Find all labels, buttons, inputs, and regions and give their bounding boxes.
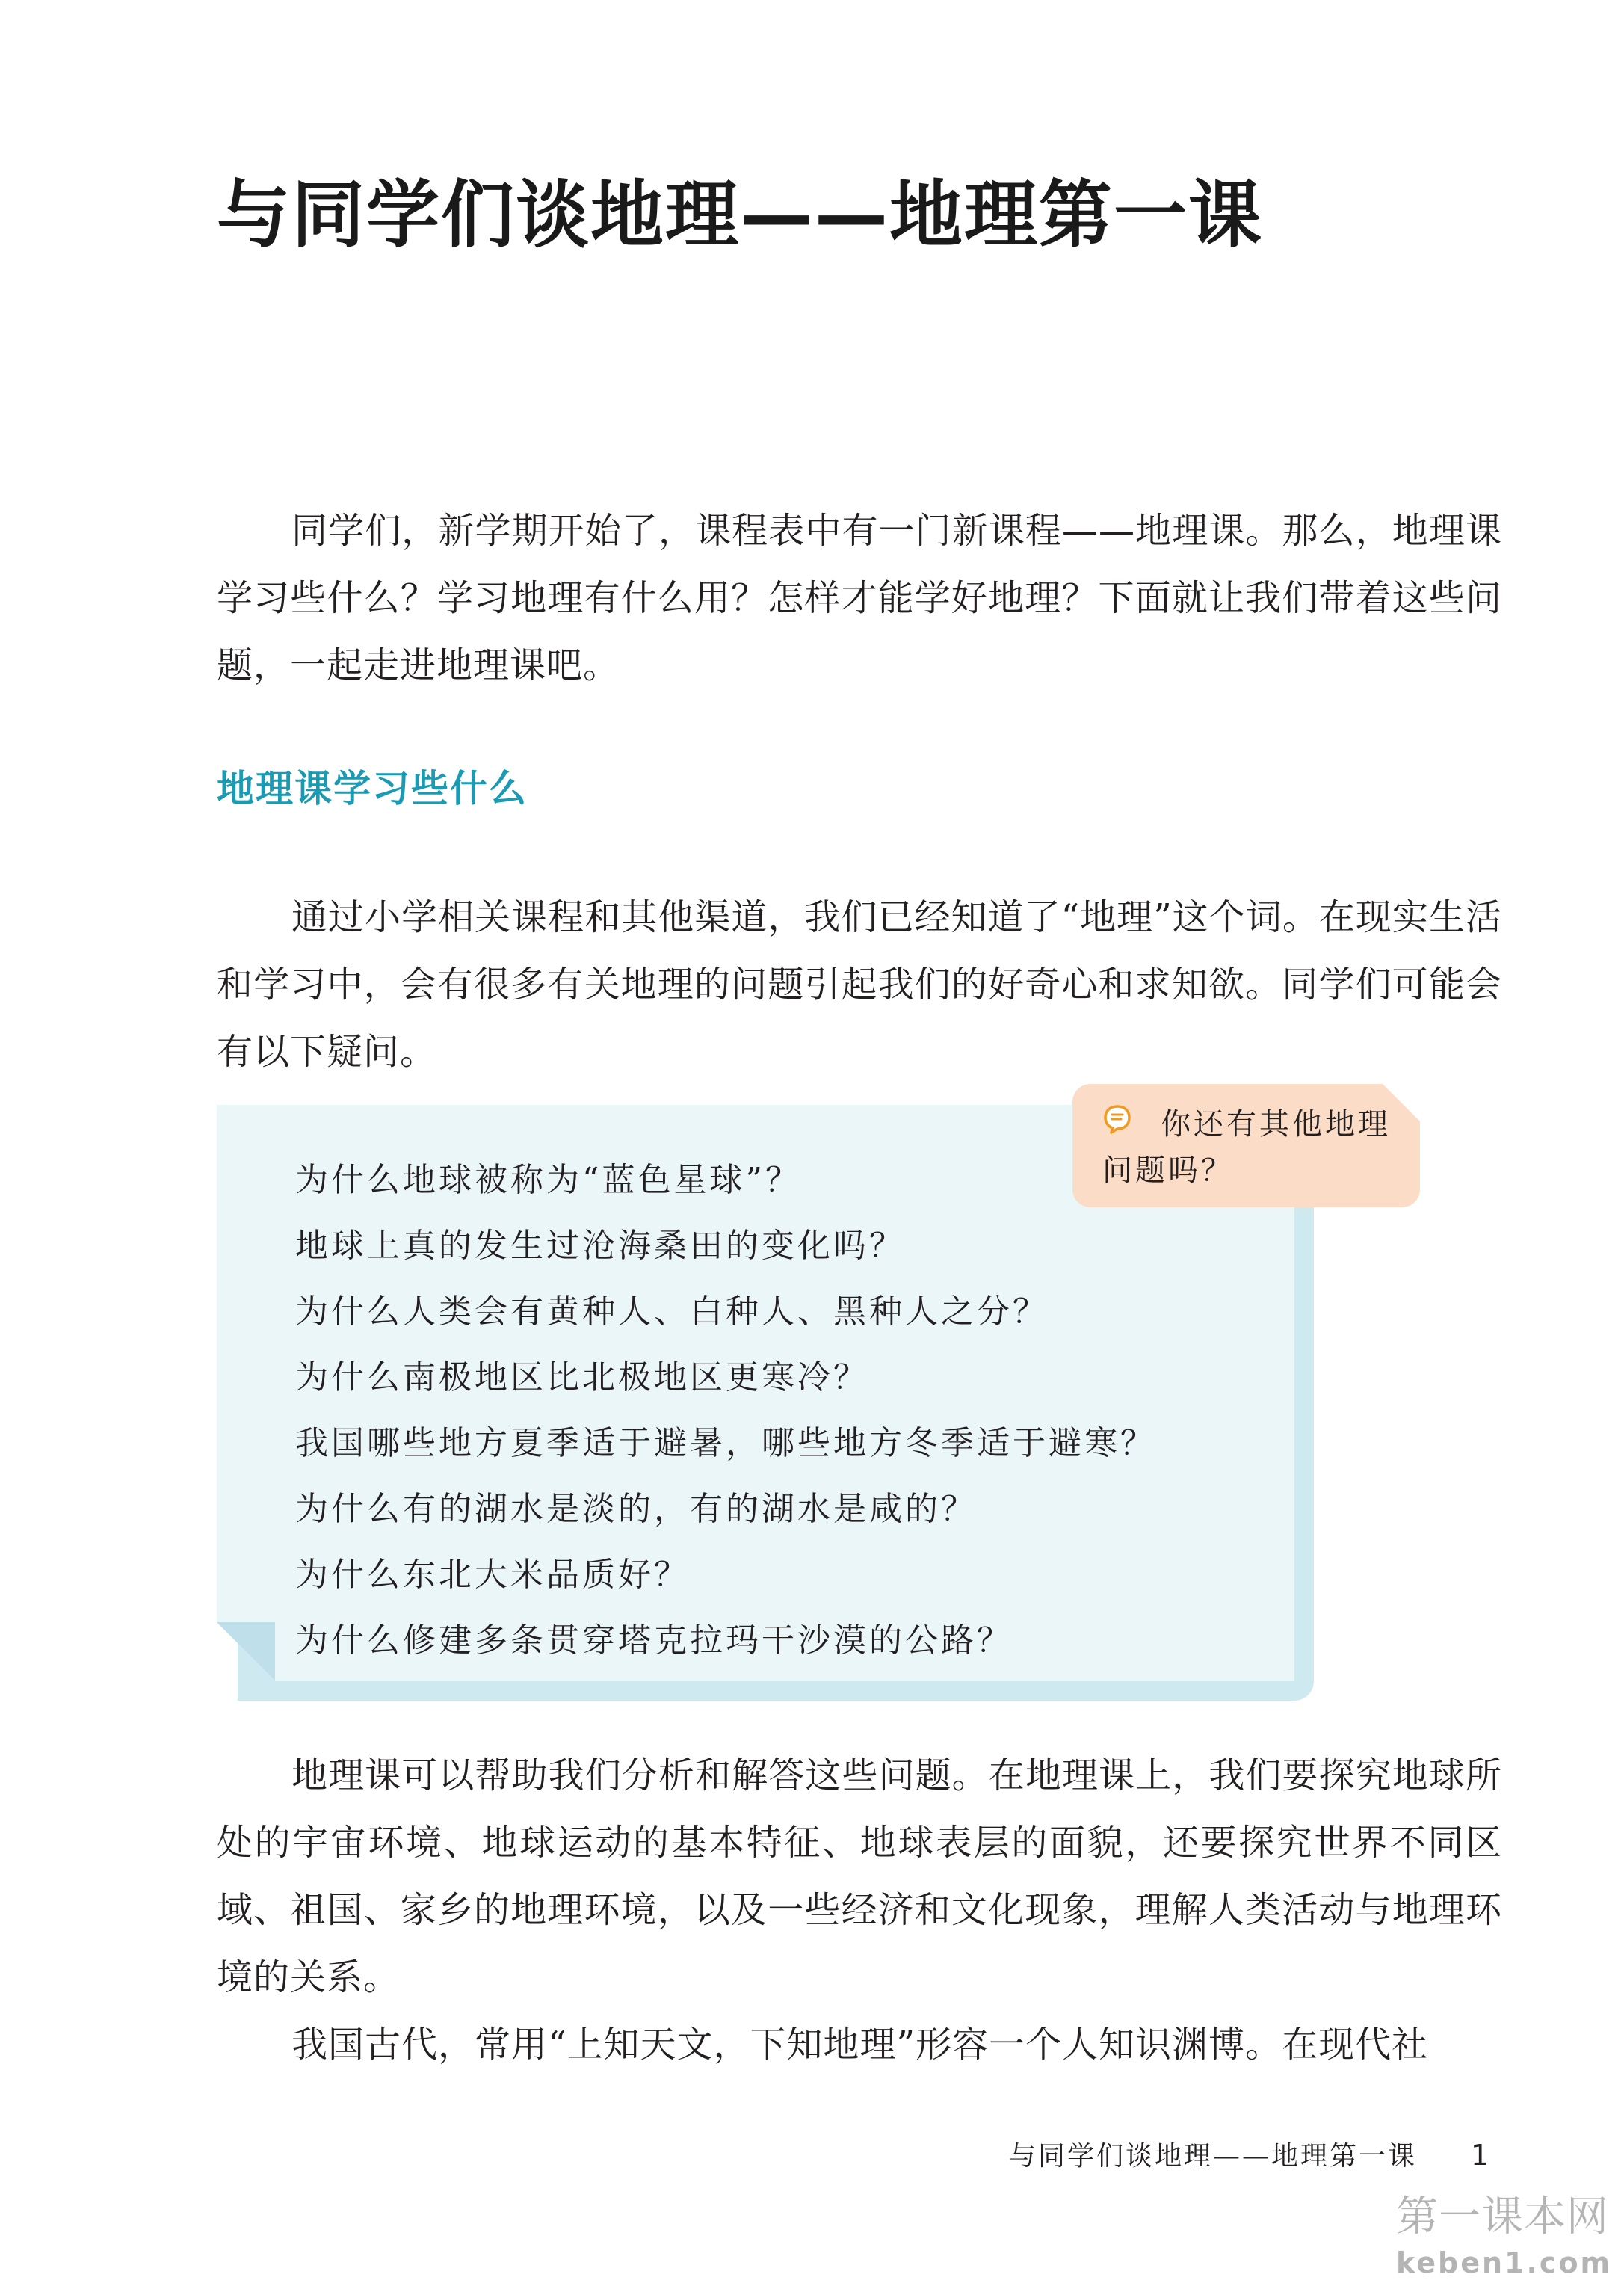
question-item: 为什么人类会有黄种人、白种人、黑种人之分？ (295, 1293, 1049, 1331)
bubble-text: 你还有其他地理问题吗？ (1102, 1107, 1391, 1188)
question-item: 为什么南极地区比北极地区更寒冷？ (295, 1358, 869, 1396)
question-list (295, 1148, 1156, 1674)
question-item: 为什么修建多条贯穿塔克拉玛干沙漠的公路？ (295, 1621, 1013, 1660)
paragraph-1: 通过小学相关课程和其他渠道，我们已经知道了“地理”这个词。在现实生活和学习中，会有很多有关地理的问题引起我们的好奇心和求知欲。同学们可能会有以下疑问。 (217, 896, 1502, 1073)
watermark-url: keben1.com (1396, 2246, 1613, 2279)
page-number: 1 (1471, 2139, 1489, 2172)
paragraph-2: 地理课可以帮助我们分析和解答这些问题。在地理课上，我们要探究地球所处的宇宙环境、地球运动的基本特征、地球表层的面貌，还要探究世界不同区域、祖国、家乡的地理环境，以及一些经济和文化现象，理解人类活动与地理环境的关系。 (217, 1755, 1502, 1998)
section-heading: 地理课学习些什么 (217, 767, 528, 810)
question-item: 为什么有的湖水是淡的，有的湖水是咸的？ (295, 1490, 977, 1528)
intro-paragraph: 同学们，新学期开始了，课程表中有一门新课程——地理课。那么，地理课学习些什么？学习地理有什么用？怎样才能学好地理？下面就让我们带着这些问题，一起走进地理课吧。 (217, 510, 1502, 686)
page-title: 与同学们谈地理——地理第一课 (217, 173, 1264, 258)
footer-title: 与同学们谈地理——地理第一课 (1009, 2141, 1418, 2172)
question-item: 为什么东北大米品质好？ (295, 1556, 690, 1594)
question-item: 我国哪些地方夏季适于避暑，哪些地方冬季适于避寒？ (295, 1424, 1156, 1462)
watermark-text: 第一课本网 (1396, 2193, 1609, 2241)
question-item: 为什么地球被称为“蓝色星球”？ (295, 1161, 801, 1199)
paragraph-3: 我国古代，常用“上知天文，下知地理”形容一个人知识渊博。在现代社 (291, 2024, 1429, 2066)
question-item: 地球上真的发生过沧海桑田的变化吗？ (295, 1227, 905, 1265)
